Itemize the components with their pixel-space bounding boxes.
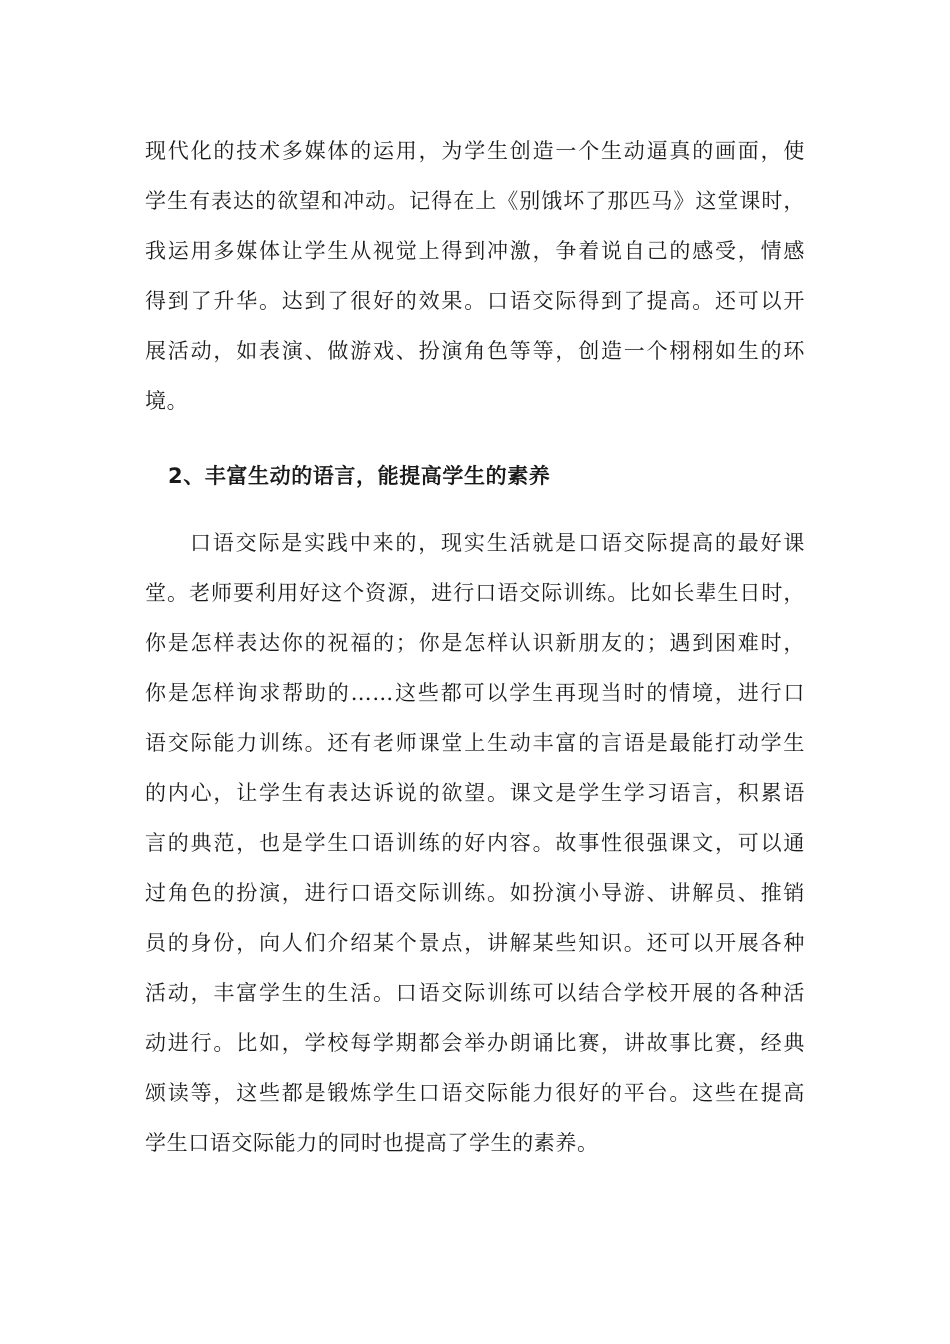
- paragraph2-line-2: 堂。老师要利用好这个资源，进行口语交际训练。比如长辈生日时，: [145, 581, 805, 605]
- paragraph2-line-7: 言的典范，也是学生口语训练的好内容。故事性很强课文，可以通: [145, 831, 805, 855]
- paragraph1-line-4: 得到了升华。达到了很好的效果。口语交际得到了提高。还可以开: [145, 289, 805, 313]
- paragraph2-line-4: 你是怎样询求帮助的……这些都可以学生再现当时的情境，进行口: [145, 681, 805, 705]
- paragraph1-line-6: 境。: [145, 389, 189, 413]
- section-heading: 2、丰富生动的语言，能提高学生的素养: [168, 464, 551, 488]
- paragraph1-line-5: 展活动，如表演、做游戏、扮演角色等等，创造一个栩栩如生的环: [145, 339, 805, 363]
- paragraph2-line-6: 的内心，让学生有表达诉说的欲望。课文是学生学习语言，积累语: [145, 781, 805, 805]
- paragraph2-line-9: 员的身份，向人们介绍某个景点，讲解某些知识。还可以开展各种: [145, 931, 805, 955]
- paragraph2-line-13: 学生口语交际能力的同时也提高了学生的素养。: [145, 1131, 599, 1155]
- paragraph2-line-3: 你是怎样表达你的祝福的；你是怎样认识新朋友的；遇到困难时，: [145, 631, 805, 655]
- paragraph2-line-10: 活动，丰富学生的生活。口语交际训练可以结合学校开展的各种活: [145, 981, 805, 1005]
- paragraph1-line-2: 学生有表达的欲望和冲动。记得在上《别饿坏了那匹马》这堂课时，: [145, 189, 805, 213]
- paragraph2-line-1: 口语交际是实践中来的，现实生活就是口语交际提高的最好课: [190, 531, 805, 555]
- paragraph1-line-1: 现代化的技术多媒体的运用，为学生创造一个生动逼真的画面，使: [145, 139, 805, 163]
- paragraph1-line-3: 我运用多媒体让学生从视觉上得到冲激，争着说自己的感受，情感: [145, 239, 805, 263]
- paragraph2-line-5: 语交际能力训练。还有老师课堂上生动丰富的言语是最能打动学生: [145, 731, 805, 755]
- paragraph2-line-12: 颂读等，这些都是锻炼学生口语交际能力很好的平台。这些在提高: [145, 1081, 805, 1105]
- paragraph2-line-8: 过角色的扮演，进行口语交际训练。如扮演小导游、讲解员、推销: [145, 881, 805, 905]
- paragraph2-line-11: 动进行。比如，学校每学期都会举办朗诵比赛，讲故事比赛，经典: [145, 1031, 805, 1055]
